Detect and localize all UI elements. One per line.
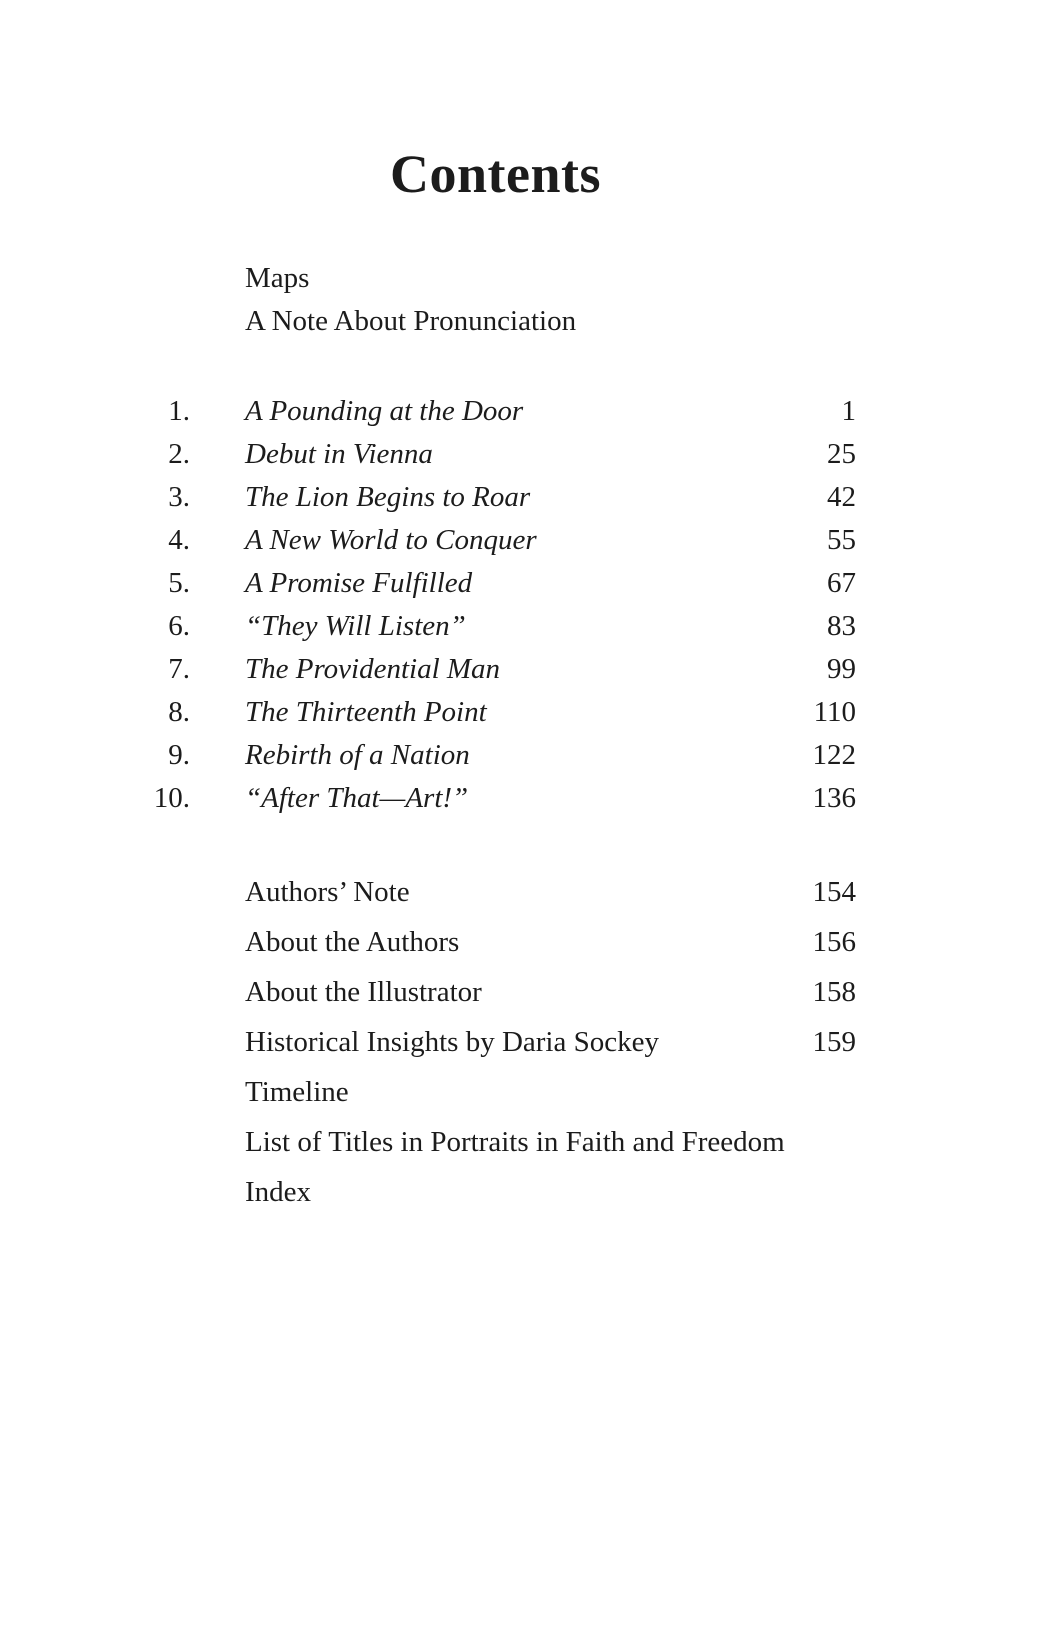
chapter-number: 10. [153,781,190,814]
page-title: Contents [389,144,601,204]
back-matter-row [135,1067,856,1117]
chapter-title: The Thirteenth Point [245,695,487,728]
back-matter-label: Historical Insights by Daria Sockey [245,1025,659,1058]
chapter-row [135,390,856,433]
chapter-row [135,562,856,605]
chapter-number: 6. [168,609,190,642]
back-matter-row [135,1017,856,1067]
chapter-page-number: 83 [827,609,856,642]
chapter-number: 2. [168,437,190,470]
chapter-title: A Promise Fulfilled [245,566,473,599]
chapter-number: 3. [168,480,190,513]
chapter-title: Debut in Vienna [245,437,433,470]
chapter-number: 7. [168,652,190,685]
chapter-title: Rebirth of a Nation [245,738,470,771]
back-matter-row [135,1117,856,1167]
chapter-page-number: 99 [827,652,856,685]
chapter-number: 5. [168,566,190,599]
chapter-title: The Lion Begins to Roar [245,480,531,513]
chapter-row [135,433,856,476]
chapter-row [135,691,856,734]
back-matter-row [135,917,856,967]
chapter-page-number: 42 [827,480,856,513]
front-matter-list [135,257,856,343]
back-matter-label: About the Illustrator [245,975,482,1008]
chapter-title: “They Will Listen” [245,609,466,642]
front-matter-label: A Note About Pronunciation [245,304,577,337]
chapter-row [135,777,856,820]
front-matter-item [135,300,856,343]
chapter-row [135,476,856,519]
back-matter-list [135,867,856,1217]
chapter-number: 1. [168,394,190,427]
chapter-page-number: 122 [812,738,856,771]
chapter-row [135,519,856,562]
chapter-number: 9. [168,738,190,771]
back-matter-label: About the Authors [245,925,460,958]
back-matter-label: List of Titles in Portraits in Faith and Freedom [245,1125,785,1158]
back-matter-row [135,867,856,917]
back-matter-label: Authors’ Note [245,875,410,908]
chapter-title: The Providential Man [245,652,501,685]
back-matter-page-number: 154 [812,875,856,908]
chapter-title: “After That—Art!” [245,781,469,814]
front-matter-label: Maps [245,261,310,294]
chapter-title: A New World to Conquer [245,523,537,556]
chapter-page-number: 25 [827,437,856,470]
chapter-list [135,390,856,820]
contents-column [135,0,856,1217]
chapter-row [135,734,856,777]
back-matter-page-number: 158 [812,975,856,1008]
chapter-row [135,605,856,648]
back-matter-page-number: 156 [812,925,856,958]
chapter-page-number: 136 [812,781,856,814]
chapter-number: 4. [168,523,190,556]
chapter-number: 8. [168,695,190,728]
chapter-page-number: 55 [827,523,856,556]
back-matter-row [135,1167,856,1217]
chapter-row [135,648,856,691]
back-matter-label: Index [245,1175,312,1208]
back-matter-row [135,967,856,1017]
front-matter-item [135,257,856,300]
back-matter-label: Timeline [245,1075,349,1108]
back-matter-page-number: 159 [812,1025,856,1058]
chapter-page-number: 1 [841,394,856,427]
chapter-title: A Pounding at the Door [245,394,524,427]
chapter-page-number: 110 [813,695,856,728]
chapter-page-number: 67 [827,566,856,599]
